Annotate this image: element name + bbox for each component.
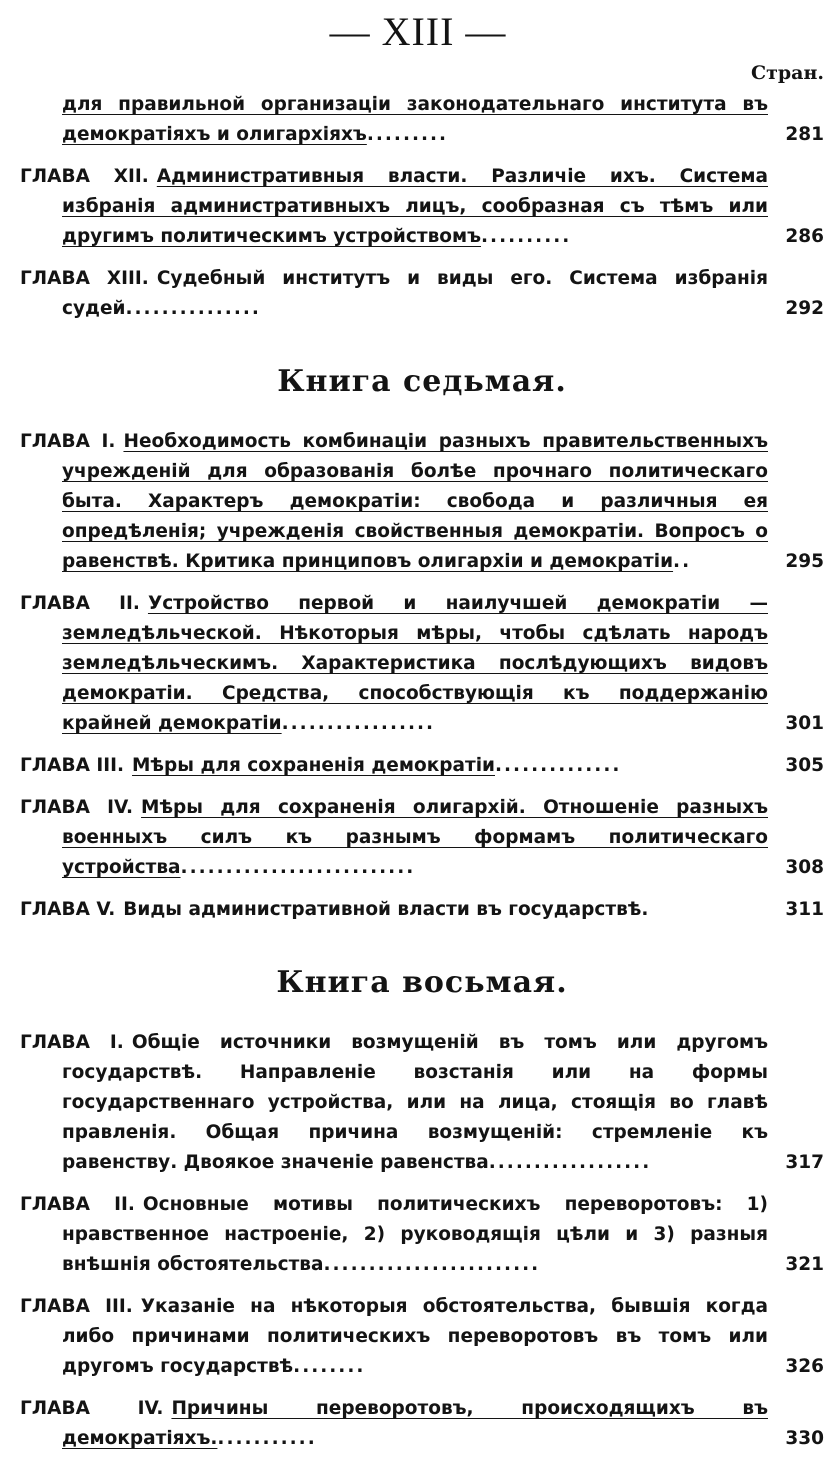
- entry-text: Судебный институтъ и виды его. Система избранія судей: [62, 268, 768, 319]
- chapter-label: ГЛАВА XII.: [20, 166, 149, 187]
- entry-text: Основные мотивы политическихъ переворотовъ: 1) нравственное настроеніе, 2) руководящія цѣли и 3) разныя внѣшнія обстоятельства: [62, 1194, 769, 1275]
- entry-text: для правильной организаціи законодательнаго института въ демократіяхъ и олигархіяхъ: [62, 94, 768, 145]
- chapter-label: ГЛАВА V.: [20, 899, 116, 920]
- leader-dots: ..............: [495, 755, 622, 776]
- toc-entry-b8-ch1: [20, 1028, 824, 1178]
- toc-entry-ch12: [20, 162, 824, 252]
- toc-entry-b7-ch1: [20, 427, 824, 577]
- entry-page: 308: [785, 857, 824, 878]
- chapter-label: ГЛАВА III.: [20, 755, 125, 776]
- entry-page: 311: [785, 899, 824, 920]
- book-heading-7: Книга седьмая.: [277, 364, 567, 399]
- chapter-label: ГЛАВА II.: [20, 593, 140, 614]
- entry-text: Мѣры для сохраненія олигархій. Отношеніе разныхъ военныхъ силъ къ разнымъ формамъ политическаго устройства: [62, 797, 768, 878]
- entry-page: 317: [785, 1152, 824, 1173]
- leader-dots: ...............: [125, 298, 261, 319]
- entry-page: 295: [785, 551, 824, 572]
- chapter-label: ГЛАВА II.: [20, 1194, 135, 1215]
- entry-text: Виды административной власти въ государствѣ.: [123, 899, 649, 920]
- entry-text: Устройство первой и наилучшей демократіи — земледѣльческой. Нѣкоторыя мѣры, чтобы сдѣлать народъ земледѣльческимъ. Характеристика послѣдующихъ видовъ демократіи. Средства, способствующія къ поддержанію крайней демократіи: [62, 593, 768, 734]
- page-column-label: Стран.: [750, 62, 824, 84]
- toc-entry-b8-ch4: [20, 1394, 824, 1454]
- leader-dots: .................: [281, 713, 436, 734]
- toc-entry-b7-ch5: [20, 895, 824, 925]
- entry-text: Необходимость комбинаціи разныхъ правительственныхъ учрежденій для образованія болѣе прочнаго политическаго быта. Характеръ демократіи: свобода и различныя ея опредѣленія; учрежденія свойственныя демократіи. Вопросъ о равенствѣ. Критика принциповъ олигархіи и демократіи: [62, 431, 768, 572]
- entry-text: Мѣры для сохраненія демократіи: [132, 755, 495, 776]
- entry-page: 321: [785, 1254, 824, 1275]
- chapter-label: ГЛАВА III.: [20, 1296, 133, 1317]
- leader-dots: ........................: [323, 1254, 541, 1275]
- entry-text: Указаніе на нѣкоторыя обстоятельства, бывшія когда либо причинами политическихъ переворотовъ въ томъ или другомъ государствѣ: [62, 1296, 769, 1377]
- toc-entry-b8-ch3: [20, 1292, 824, 1382]
- entry-text: Общіе источники возмущеній въ томъ или другомъ государствѣ. Направленіе возстанія или на формы государственнаго устройства, или на лица, стоящія во главѣ правленія. Общая причина возмущеній: стремленіе къ равенству. Двоякое значеніе равенства: [62, 1032, 768, 1173]
- leader-dots: .........: [366, 124, 449, 145]
- toc-entry-b7-ch4: [20, 793, 824, 883]
- chapter-label: ГЛАВА IV.: [20, 1398, 164, 1419]
- toc-entry-continuation: [20, 90, 824, 150]
- leader-dots: ..........................: [180, 857, 416, 878]
- leader-dots: ..................: [488, 1152, 652, 1173]
- book-heading-8: Книга восьмая.: [276, 965, 568, 1000]
- page-number: — XIII —: [329, 9, 507, 54]
- leader-dots: ..: [673, 551, 692, 572]
- entry-page: 326: [785, 1356, 824, 1377]
- chapter-label: ГЛАВА I.: [20, 1032, 124, 1053]
- entry-page: 292: [785, 298, 824, 319]
- leader-dots: ........: [293, 1356, 366, 1377]
- toc-entry-b8-ch2: [20, 1190, 824, 1280]
- chapter-label: ГЛАВА IV.: [20, 797, 134, 818]
- toc-entry-ch13: [20, 264, 824, 324]
- toc-entry-b7-ch3: [20, 751, 824, 781]
- entry-text: Причины переворотовъ, происходящихъ въ демократіяхъ.: [62, 1398, 768, 1449]
- entry-page: 301: [785, 713, 824, 734]
- entry-text: Административныя власти. Различіе ихъ. Система избранія административныхъ лицъ, сообразная съ тѣмъ или другимъ политическимъ устройствомъ: [62, 166, 768, 247]
- chapter-label: ГЛАВА XIII.: [20, 268, 149, 289]
- chapter-label: ГЛАВА I.: [20, 431, 116, 452]
- entry-page: 305: [785, 755, 824, 776]
- table-of-contents: [20, 90, 824, 1466]
- entry-page: 330: [785, 1428, 824, 1449]
- entry-page: 281: [785, 124, 824, 145]
- entry-page: 286: [785, 226, 824, 247]
- toc-entry-b7-ch2: [20, 589, 824, 739]
- leader-dots: ..........: [481, 226, 572, 247]
- leader-dots: ...........: [217, 1428, 317, 1449]
